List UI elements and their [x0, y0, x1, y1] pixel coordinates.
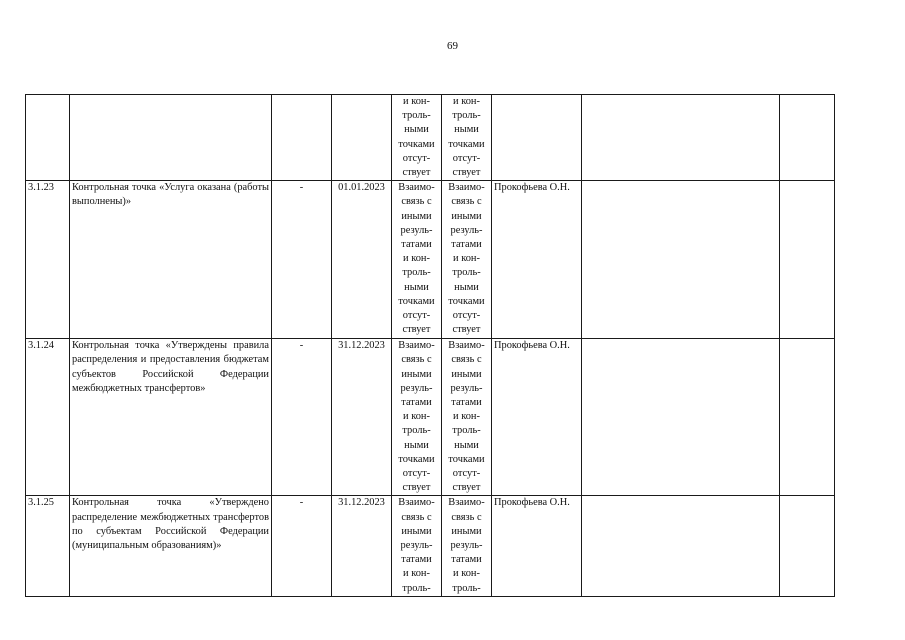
relation-line: иными: [451, 210, 482, 222]
relation-line: троль-: [452, 582, 481, 594]
relation-line: и кон-: [453, 96, 480, 107]
row-date-cell: [332, 95, 392, 181]
row-dash-cell: [272, 496, 332, 596]
relation-line: троль-: [402, 582, 431, 594]
row-relation-2-cell: [442, 496, 492, 596]
relation-line: и кон-: [403, 568, 430, 580]
relation-line: точками: [448, 453, 485, 465]
dash-mark: -: [299, 497, 304, 509]
row-name-cell: Контрольная точка «Утверждено распределение межбюджетных трансфертов по субъектам Российской Федерации (муниципальным образованиям)»: [70, 496, 272, 596]
relation-line: точками: [398, 138, 435, 150]
relation-line: Взаимо-: [398, 182, 435, 194]
dash-mark: -: [299, 340, 304, 352]
table-row: [26, 181, 835, 339]
row-relation-1-cell: [392, 95, 442, 181]
relation-line: точками: [448, 295, 485, 307]
relation-line: троль-: [452, 267, 481, 279]
relation-line: ными: [454, 439, 479, 451]
relation-line: связь с: [451, 511, 482, 523]
relation-line: иными: [401, 368, 432, 380]
row-date-cell: 31.12.2023: [332, 339, 392, 496]
row-date-cell: 31.12.2023: [332, 496, 392, 596]
relation-line: и кон-: [453, 568, 480, 580]
relation-line: Взаимо-: [448, 340, 485, 352]
row-responsible-cell: Прокофьева О.Н.: [492, 339, 582, 496]
row-dash-cell: [272, 181, 332, 339]
relation-line: резуль-: [450, 224, 483, 236]
table-row: [26, 95, 835, 181]
relation-line: ствует: [402, 167, 431, 179]
row-empty-cell-2: [780, 496, 835, 596]
relation-line: Взаимо-: [448, 497, 485, 509]
relation-line: отсут-: [402, 152, 431, 164]
relation-line: троль-: [452, 110, 481, 122]
relation-line: иными: [451, 525, 482, 537]
row-empty-cell-1: [582, 339, 780, 496]
row-number-cell: 3.1.24: [26, 339, 70, 496]
row-responsible-cell: Прокофьева О.Н.: [492, 496, 582, 596]
row-empty-cell-2: [780, 95, 835, 181]
relation-line: и кон-: [403, 96, 430, 107]
control-points-table: [25, 94, 835, 597]
row-name-cell: [70, 95, 272, 181]
table-row: [26, 496, 835, 596]
relation-line: отсут-: [452, 152, 481, 164]
row-empty-cell-2: [780, 339, 835, 496]
relation-line: отсут-: [452, 468, 481, 480]
row-relation-2-cell: [442, 339, 492, 496]
relation-line: троль-: [452, 425, 481, 437]
row-relation-1-cell: [392, 339, 442, 496]
page-number: 69: [447, 40, 458, 52]
relation-line: ными: [404, 281, 429, 293]
relation-line: троль-: [402, 425, 431, 437]
relation-line: ными: [404, 124, 429, 136]
row-empty-cell-1: [582, 496, 780, 596]
relation-line: связь с: [401, 511, 432, 523]
relation-line: связь с: [451, 354, 482, 366]
relation-line: ными: [454, 124, 479, 136]
relation-line: и кон-: [403, 411, 430, 423]
relation-line: отсут-: [402, 468, 431, 480]
relation-line: Взаимо-: [448, 182, 485, 194]
relation-line: иными: [451, 368, 482, 380]
relation-line: татами: [451, 397, 482, 409]
relation-line: татами: [451, 239, 482, 251]
relation-line: татами: [401, 397, 432, 409]
row-relation-1-cell: [392, 496, 442, 596]
relation-line: резуль-: [450, 540, 483, 552]
relation-line: отсут-: [402, 310, 431, 322]
row-empty-cell-1: [582, 181, 780, 339]
relation-line: связь с: [451, 196, 482, 208]
relation-line: ными: [404, 439, 429, 451]
relation-line: татами: [451, 554, 482, 566]
relation-line: и кон-: [453, 253, 480, 265]
relation-line: троль-: [402, 267, 431, 279]
row-empty-cell-2: [780, 181, 835, 339]
row-relation-2-cell: [442, 95, 492, 181]
relation-line: резуль-: [400, 224, 433, 236]
row-number-cell: [26, 95, 70, 181]
relation-line: точками: [398, 295, 435, 307]
row-name-cell: Контрольная точка «Услуга оказана (работы выполнены)»: [70, 181, 272, 339]
row-responsible-cell: Прокофьева О.Н.: [492, 181, 582, 339]
row-number-cell: 3.1.23: [26, 181, 70, 339]
relation-line: связь с: [401, 354, 432, 366]
relation-line: ствует: [402, 324, 431, 336]
relation-line: иными: [401, 525, 432, 537]
relation-line: связь с: [401, 196, 432, 208]
relation-line: иными: [401, 210, 432, 222]
relation-line: татами: [401, 554, 432, 566]
relation-line: и кон-: [403, 253, 430, 265]
row-relation-2-cell: [442, 181, 492, 339]
row-number-cell: 3.1.25: [26, 496, 70, 596]
relation-line: и кон-: [453, 411, 480, 423]
relation-line: троль-: [402, 110, 431, 122]
row-date-cell: 01.01.2023: [332, 181, 392, 339]
row-name-cell: Контрольная точка «Утверждены правила распределения и предоставления бюджетам субъектов Российской Федерации межбюджетных трансфертов»: [70, 339, 272, 496]
relation-line: ствует: [402, 482, 431, 494]
relation-line: ными: [454, 281, 479, 293]
relation-line: татами: [401, 239, 432, 251]
relation-line: ствует: [452, 482, 481, 494]
relation-line: отсут-: [452, 310, 481, 322]
relation-line: точками: [398, 453, 435, 465]
row-dash-cell: [272, 95, 332, 181]
relation-line: ствует: [452, 324, 481, 336]
relation-line: резуль-: [400, 540, 433, 552]
row-responsible-cell: [492, 95, 582, 181]
relation-line: Взаимо-: [398, 340, 435, 352]
relation-line: ствует: [452, 167, 481, 179]
table-row: [26, 339, 835, 496]
relation-line: резуль-: [400, 382, 433, 394]
row-relation-1-cell: [392, 181, 442, 339]
row-dash-cell: [272, 339, 332, 496]
relation-line: резуль-: [450, 382, 483, 394]
relation-line: Взаимо-: [398, 497, 435, 509]
row-empty-cell-1: [582, 95, 780, 181]
dash-mark: -: [299, 182, 304, 194]
relation-line: точками: [448, 138, 485, 150]
